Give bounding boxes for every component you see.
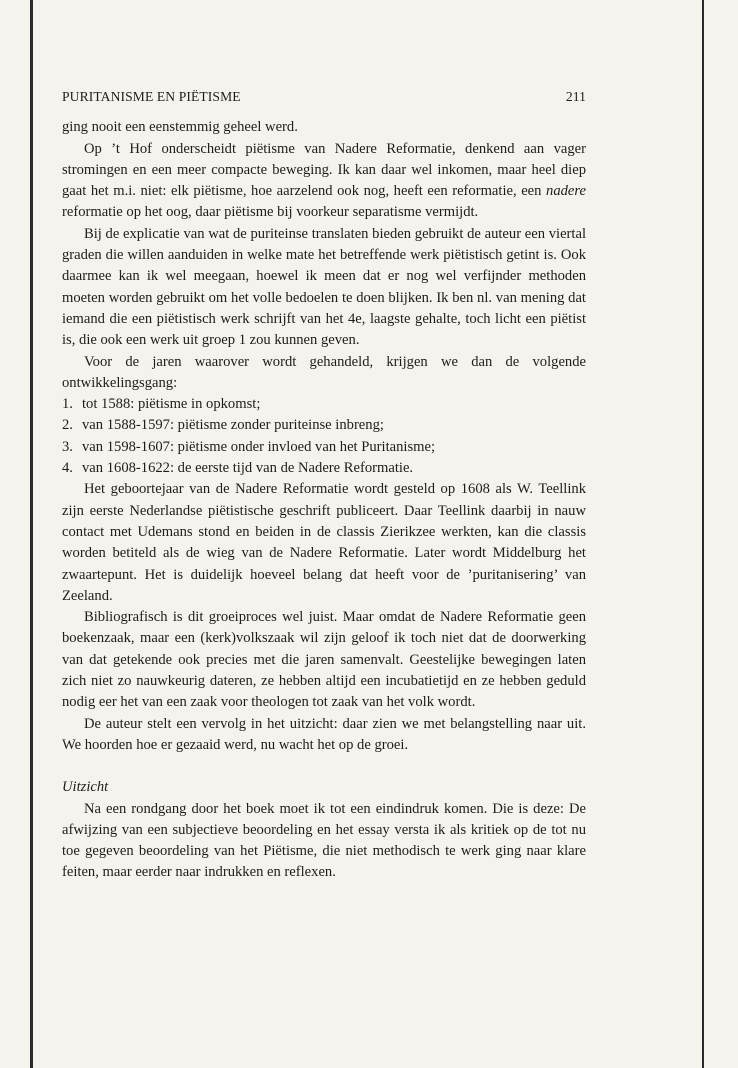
page-number: 211 (565, 89, 586, 104)
paragraph-8: Na een rondgang door het boek moet ik tot een eindindruk komen. Die is deze: De afwijzing van een subjectieve beoordeling en het essay versta ik als kritiek op de tot nu toe gegeven beoordeling van het Piëtisme, die niet methodisch te werk ging naar klare feiten, maar eerder naar indrukken en reflexen. (62, 800, 586, 881)
paragraph-1: ging nooit een eenstemmig geheel werd. (62, 119, 298, 136)
list-item (62, 458, 586, 479)
paragraph-7: De auteur stelt een vervolg in het uitzicht: daar zien we met belangstelling naar uit. We hoorden hoe er gezaaid werd, nu wacht het op de groei. (62, 715, 586, 753)
list-text: van 1598-1607: piëtisme onder invloed van het Puritanisme; (82, 438, 436, 455)
development-list (62, 394, 586, 479)
scan-border-left (30, 0, 33, 1068)
paragraph-2 (62, 139, 586, 224)
paragraph-2-part-b: reformatie op het oog, daar piëtisme bij voorkeur separatisme vermijdt. (62, 204, 479, 221)
paragraph-3: Bij de explicatie van wat de puriteinse translaten bieden gebruikt de auteur een viertal graden die willen aanduiden in welke mate het betreffende werk piëtistisch getint is. Ook daarmee kan ik wel meegaan, hoewel ik meen dat er nog wel verfijnder methoden moeten worden gebruikt om het volle bedoelen te doen blijken. Ik ben nl. van mening dat iemand die een piëtistisch werk schrijft van het 4e, laagste gehalte, toch licht een piëtist is, die ook een werk uit groep 1 zou kunnen geven. (62, 225, 586, 349)
book-page (62, 86, 586, 884)
paragraph-5: Het geboortejaar van de Nadere Reformatie wordt gesteld op 1608 als W. Teellink zijn eerste Nederlandse piëtistische geschrift publiceert. Daar Teellink daarbij in nauw contact met Udemans stond en beiden in de classis Zierikzee werkten, kan die classis worden betiteld als de wieg van de Nadere Reformatie. Later wordt Middelburg het zwaartepunt. Het is duidelijk hoeveel belang dat heeft voor de ’puritanisering’ van Zeeland. (62, 481, 586, 604)
scan-border-right (702, 0, 704, 1068)
section-heading: Uitzicht (62, 779, 109, 796)
running-title: PURITANISME EN PIËTISME (62, 89, 241, 104)
paragraph-4: Voor de jaren waarover wordt gehandeld, krijgen we dan de volgende ontwikkelingsgang: (62, 353, 586, 391)
list-text: van 1608-1622: de eerste tijd van de Nadere Reformatie. (82, 460, 414, 477)
list-number: 3. (62, 438, 73, 455)
list-item (62, 437, 586, 458)
paragraph-2-part-a: Op ’t Hof onderscheidt piëtisme van Nadere Reformatie, denkend aan vager stromingen en een meer compacte beweging. Ik kan daar wel inkomen, maar heel diep gaat het m.i. niet: elk piëtisme, hoe aarzelend ook nog, heeft een reformatie, een (62, 140, 586, 200)
list-number: 2. (62, 417, 73, 434)
list-item (62, 415, 586, 436)
list-number: 4. (62, 460, 73, 477)
list-text: van 1588-1597: piëtisme zonder puriteinse inbreng; (82, 417, 384, 434)
running-header (62, 86, 586, 107)
list-number: 1. (62, 396, 73, 413)
emphasis-nadere: nadere (546, 183, 586, 200)
list-item (62, 394, 586, 415)
paragraph-6: Bibliografisch is dit groeiproces wel juist. Maar omdat de Nadere Reformatie geen boekenzaak, maar een (kerk)volkszaak wil zijn geloof ik toch niet dat de doorwerking van dat getekende ook precies met die jaren samenvalt. Geestelijke bewegingen laten zich niet zo nauwkeurig dateren, ze hebben altijd een incubatietijd en ze hebben geduld nodig eer het van een zaak voor theologen tot zaak van het volk wordt. (62, 609, 586, 711)
list-text: tot 1588: piëtisme in opkomst; (82, 396, 261, 413)
